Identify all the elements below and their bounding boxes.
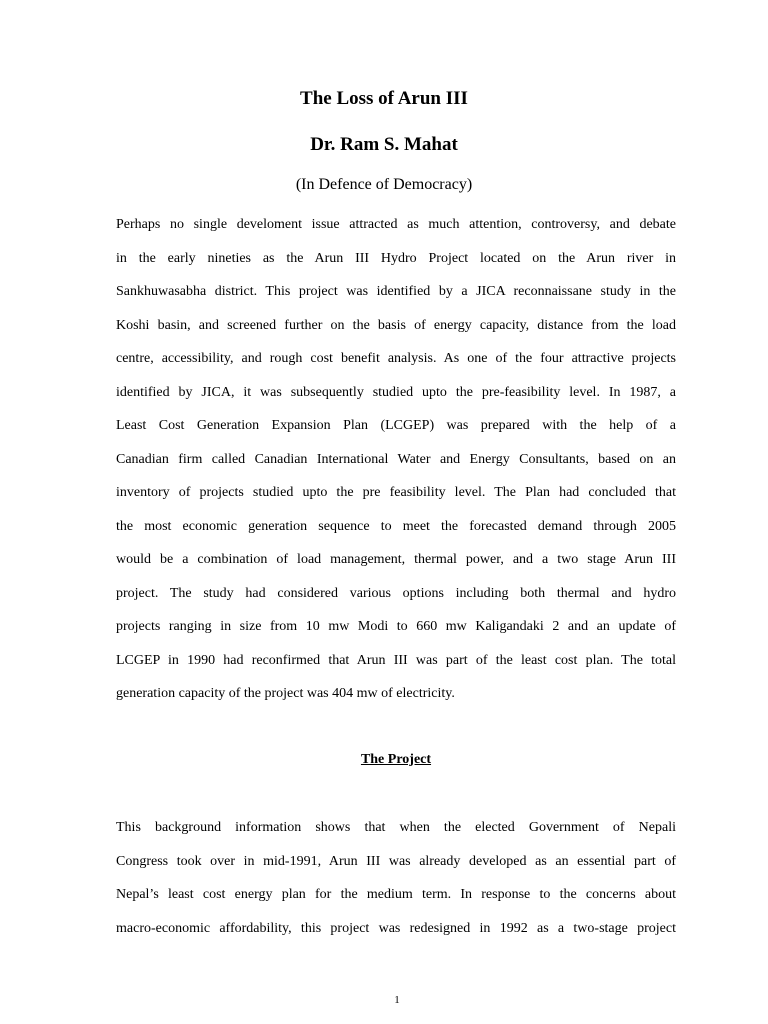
text-line: inventory of projects studied upto the pre feasibility level. The Plan had concluded that bbox=[116, 485, 676, 500]
text-line: This background information shows that when the elected Government of Nepali bbox=[116, 820, 676, 835]
text-line: macro-economic affordability, this project was redesigned in 1992 as a two-stage project bbox=[116, 920, 676, 936]
paragraph-introduction bbox=[116, 208, 676, 711]
paragraph-project bbox=[116, 811, 676, 945]
document-author: Dr. Ram S. Mahat bbox=[310, 134, 458, 155]
text-line: Koshi basin, and screened further on the basis of energy capacity, distance from the load bbox=[116, 317, 676, 333]
page-number: 1 bbox=[394, 994, 400, 1006]
text-line: Least Cost Generation Expansion Plan (LCGEP) was prepared with the help of a bbox=[116, 418, 676, 433]
text-line: Perhaps no single develoment issue attracted as much attention, controversy, and debate bbox=[116, 217, 676, 232]
text-line: LCGEP in 1990 had reconfirmed that Arun III was part of the least cost plan. The total bbox=[116, 652, 676, 668]
text-line: projects ranging in size from 10 mw Modi to 660 mw Kaligandaki 2 and an update of bbox=[116, 619, 676, 634]
text-line: Congress took over in mid-1991, Arun III was already developed as an essential part of bbox=[116, 853, 676, 869]
document-subtitle: (In Defence of Democracy) bbox=[295, 176, 473, 193]
text-line: generation capacity of the project was 404 mw of electricity. bbox=[116, 686, 455, 701]
text-line: Nepal’s least cost energy plan for the medium term. In response to the concerns about bbox=[116, 887, 676, 902]
text-line: would be a combination of load management, thermal power, and a two stage Arun III bbox=[116, 552, 676, 567]
text-line: project. The study had considered various options including both thermal and hydro bbox=[116, 585, 676, 601]
section-heading: The Project bbox=[360, 752, 432, 767]
text-line: Sankhuwasabha district. This project was identified by a JICA reconnaissane study in the bbox=[116, 284, 676, 299]
text-line: the most economic generation sequence to meet the forecasted demand through 2005 bbox=[116, 518, 676, 534]
text-line: centre, accessibility, and rough cost benefit analysis. As one of the four attractive projects bbox=[116, 351, 676, 366]
document-title: The Loss of Arun III bbox=[300, 88, 468, 109]
text-line: in the early nineties as the Arun III Hydro Project located on the Arun river in bbox=[116, 250, 676, 266]
text-line: identified by JICA, it was subsequently studied upto the pre-feasibility level. In 1987, a bbox=[116, 384, 676, 400]
text-line: Canadian firm called Canadian International Water and Energy Consultants, based on an bbox=[116, 451, 676, 467]
